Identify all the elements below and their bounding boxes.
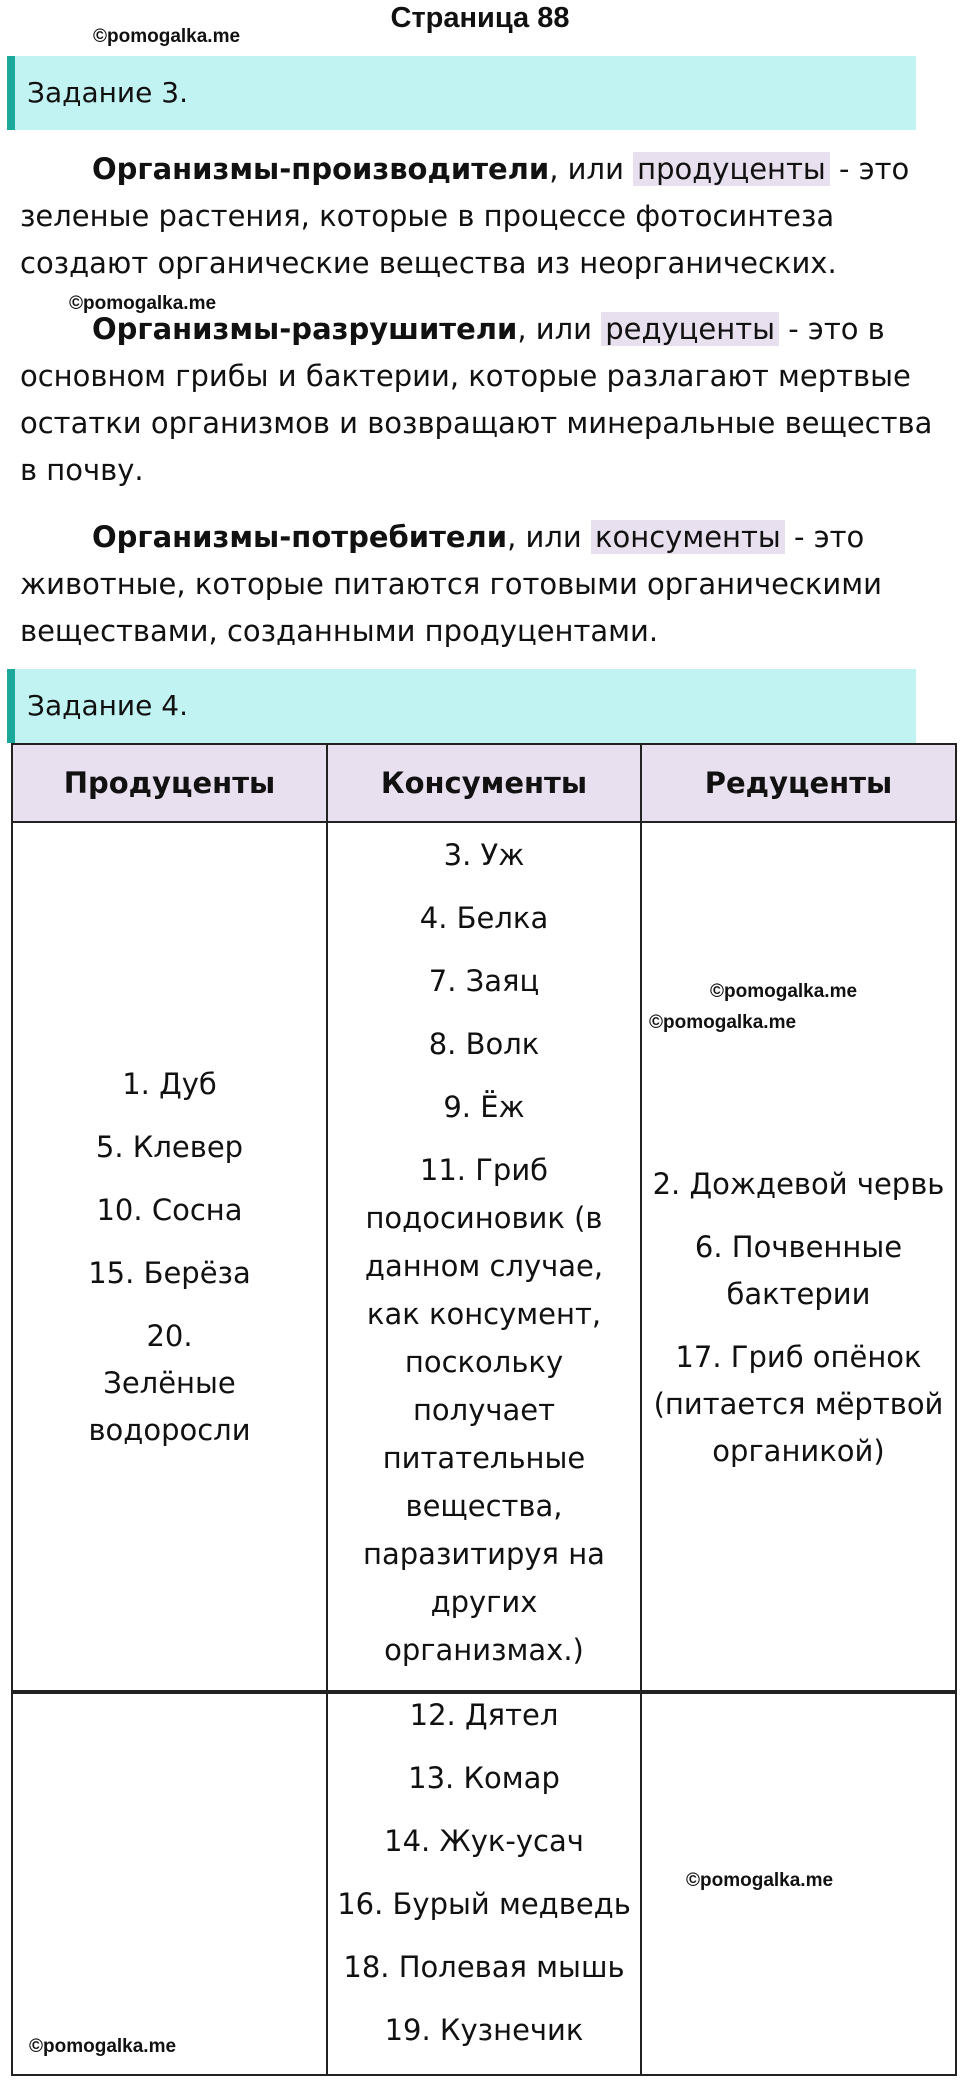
watermark: ©pomogalka.me [29,2036,177,2057]
task-4-banner [7,669,916,743]
connector: , или [507,520,591,554]
definition-producers: - это зеленые растения, которые в процессе фотосинтеза создают органические вещества из неорганических. [20,152,910,280]
list-item: 14. Жук-усач [384,1824,584,1858]
watermark: ©pomogalka.me [649,1012,797,1033]
column-header-decomposers: Редуценты [641,744,956,822]
task-3-banner [7,56,916,130]
producers-list [23,1061,316,1454]
list-item: 5. Клевер [95,1130,244,1164]
producers-cell [12,1691,327,2075]
list-item: 7. Заяц [428,964,540,998]
watermark: ©pomogalka.me [686,1870,834,1891]
list-item: 1. Дуб [122,1067,217,1101]
list-item: 19. Кузнечик [384,2013,584,2047]
list-item: 6. Почвенные бактерии [694,1229,903,1311]
list-item: 4. Белка [419,901,549,935]
list-item: 20. Зелёные водоросли [88,1319,251,1447]
consumers-list [336,831,632,1674]
paragraph-consumers [20,514,940,655]
connector: , или [517,312,602,346]
list-item: 12. Дятел [409,1698,559,1732]
definition-consumers: - это животные, которые питаются готовыми органическими веществами, созданными продуцентами. [20,520,882,648]
column-header-producers: Продуценты [12,744,327,822]
decomposers-list [650,1161,947,1475]
list-item: 11. Гриб подосиновик (в данном случае, как консумент, поскольку получает питательные вещества, паразитируя на других организмах.) [363,1153,605,1667]
task-3-label: Задание 3. [27,76,188,109]
watermark: ©pomogalka.me [710,981,858,1002]
consumers-cell [327,822,641,1693]
definition-decomposers: - это в основном грибы и бактерии, которые разлагают мертвые остатки организмов и возвращают минеральные вещества в почву. [20,312,933,487]
list-item: 3. Уж [443,838,525,872]
classification-table [11,743,957,1694]
keyword-consumers: консументы [591,520,785,554]
keyword-producers: продуценты [633,152,830,186]
paragraph-decomposers [20,306,940,494]
list-item: 2. Дождевой червь [652,1166,945,1201]
watermark: ©pomogalka.me [69,293,217,314]
list-item: 13. Комар [408,1761,560,1795]
producers-cell [12,822,327,1693]
list-item: 10. Сосна [96,1193,243,1227]
paragraph-producers [20,146,940,287]
consumers-list [334,1692,634,2054]
list-item: 8. Волк [428,1027,540,1061]
consumers-cell [327,1691,641,2075]
table-header-row [12,744,956,822]
table-row [12,822,956,1693]
task-4-label: Задание 4. [27,689,188,722]
term-producers: Организмы-производители [92,152,550,186]
list-item: 17. Гриб опёнок (питается мёртвой органикой) [653,1339,944,1468]
decomposers-cell [641,822,956,1693]
list-item: 9. Ёж [443,1090,525,1124]
page-title: Страница 88 [390,2,570,34]
column-header-consumers: Консументы [327,744,641,822]
list-item: 15. Берёза [88,1256,251,1290]
term-consumers: Организмы-потребители [92,520,508,554]
list-item: 16. Бурый медведь [337,1887,631,1921]
watermark: ©pomogalka.me [93,26,241,47]
connector: , или [549,152,634,186]
keyword-decomposers: редуценты [601,312,779,346]
list-item: 18. Полевая мышь [343,1950,625,1984]
term-decomposers: Организмы-разрушители [92,312,518,346]
